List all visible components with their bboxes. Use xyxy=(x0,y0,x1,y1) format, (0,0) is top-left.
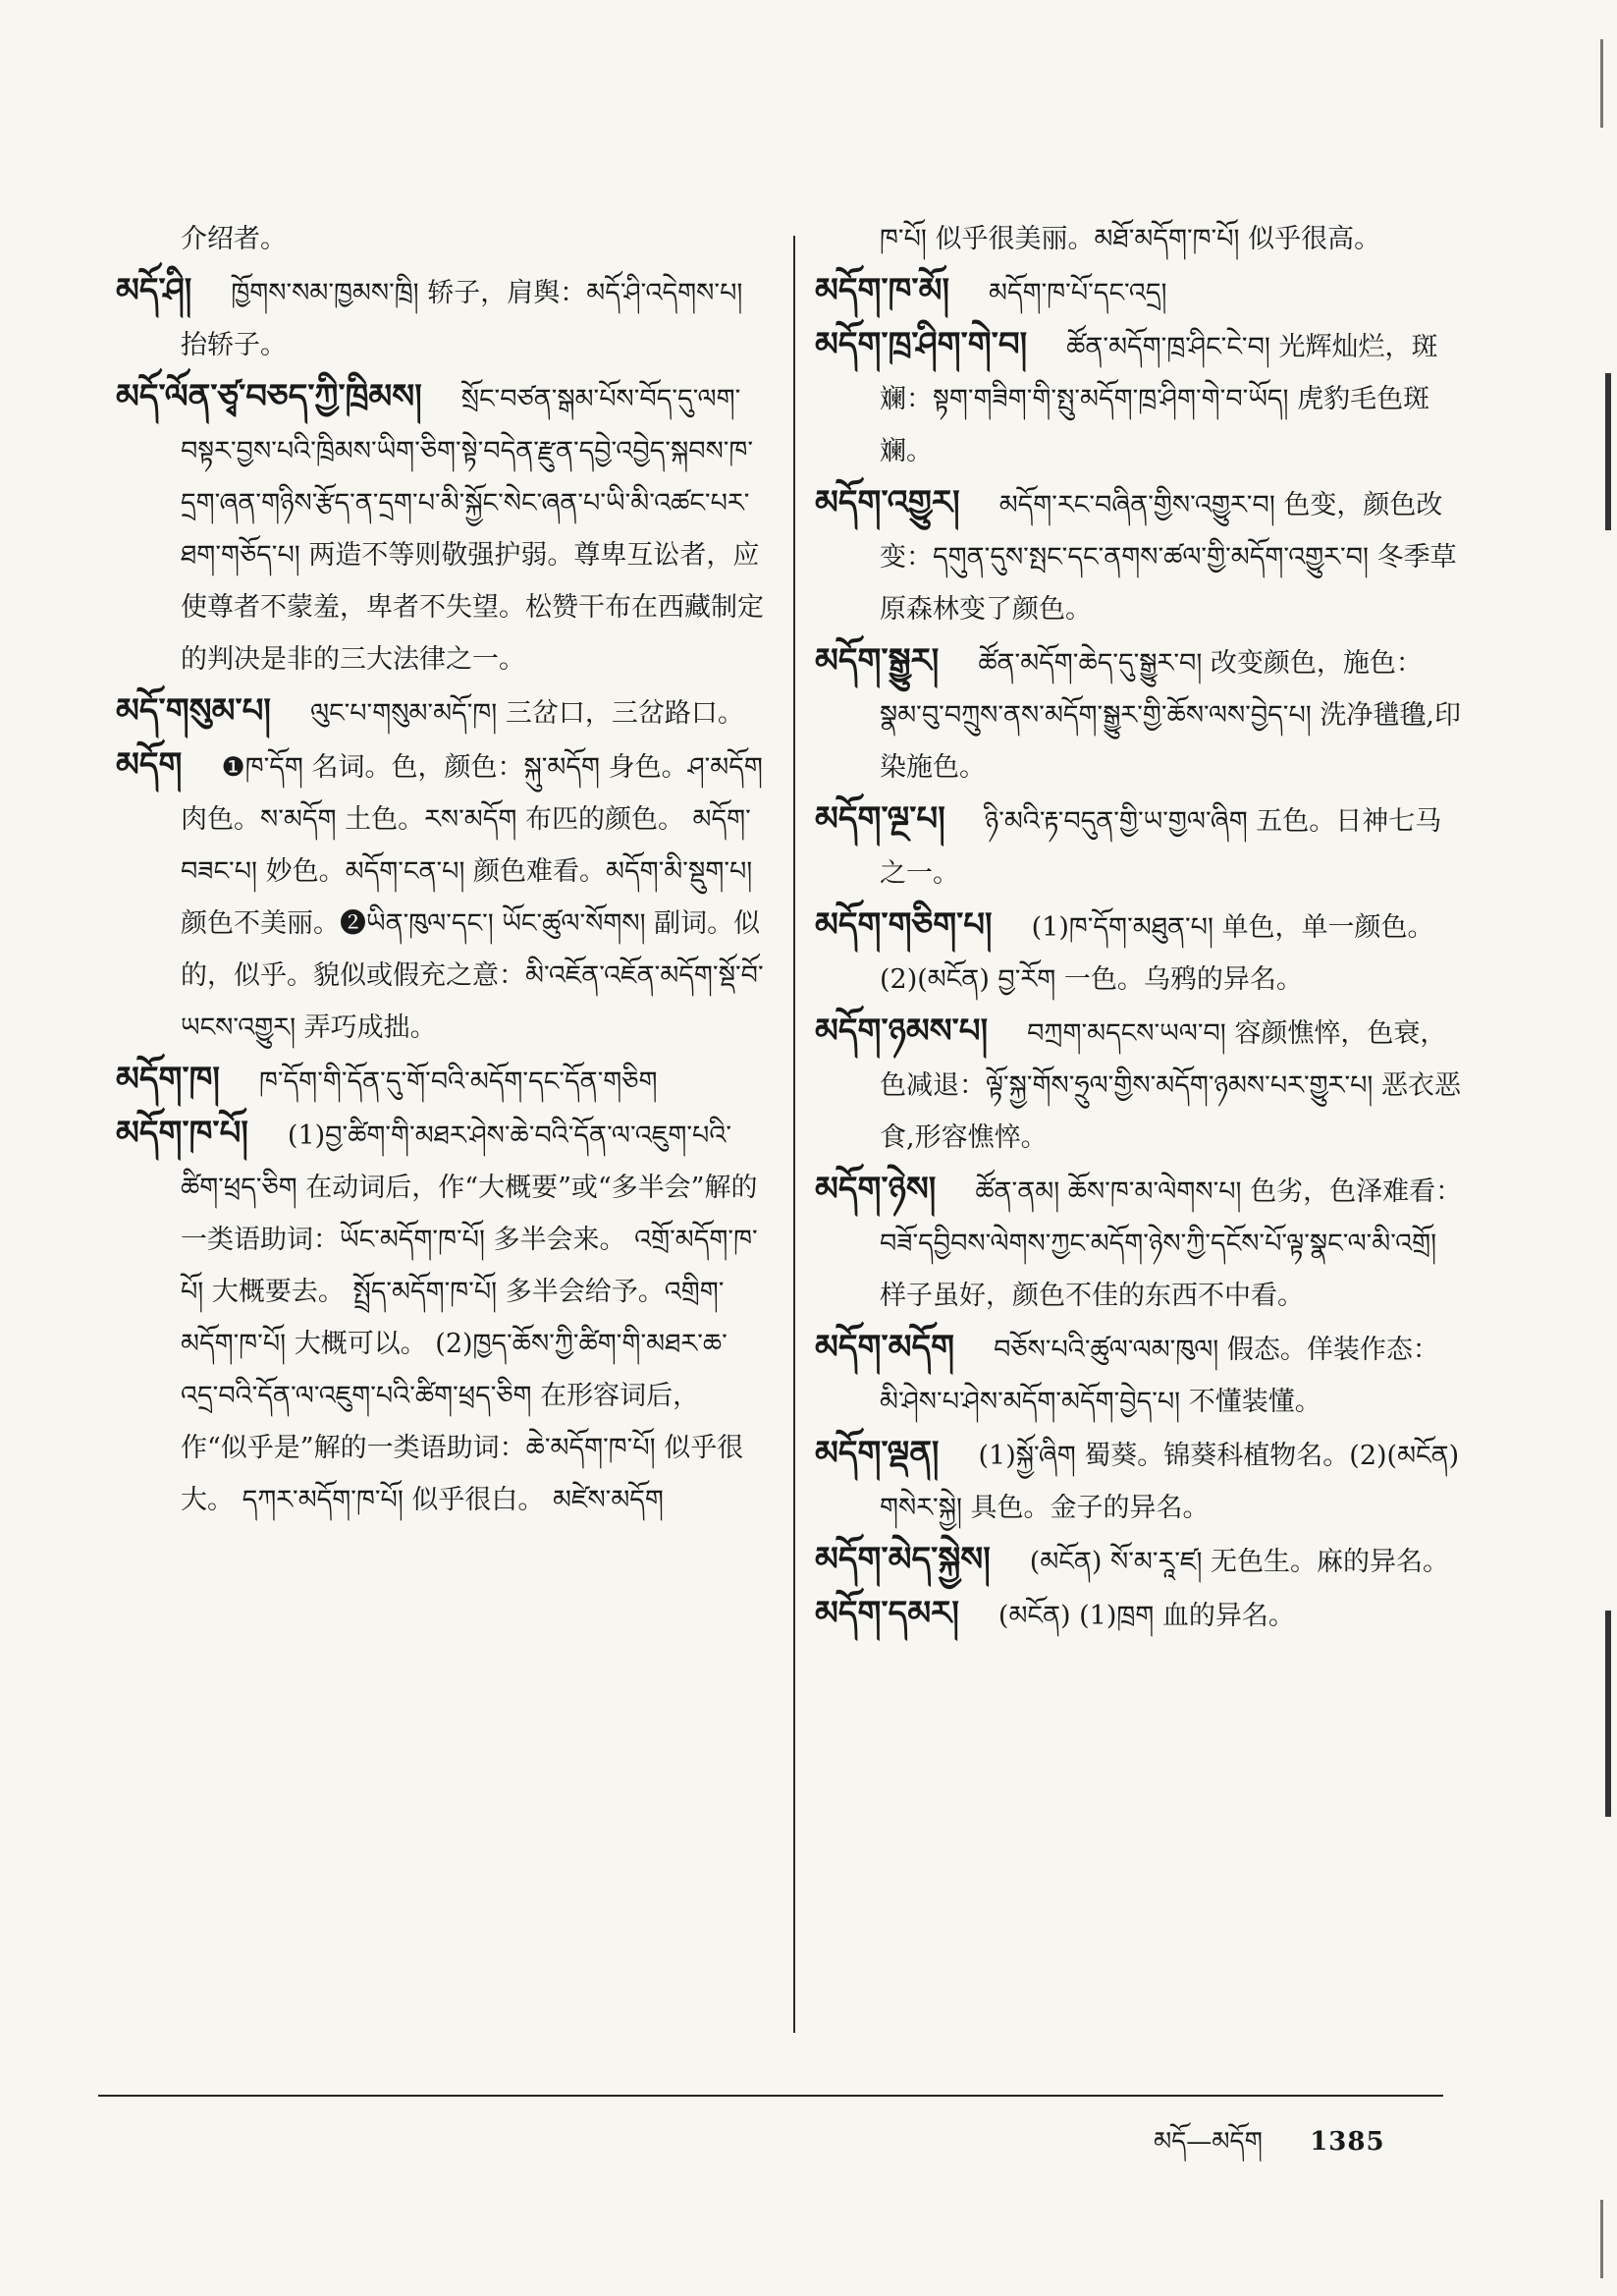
page-footer xyxy=(1154,2113,1385,2185)
dictionary-entry xyxy=(815,1006,1463,1164)
entry-headword: མདོག་མེད་སྐྱེས། xyxy=(815,1540,991,1579)
left-column xyxy=(116,214,764,1526)
entry-definition: ཚོན་མདོག་ཆེད་དུ་སྒྱུར་བ། 改变颜色，施色：སྣམ་བུ་བཀྲུས་ནས་མདོག་སྒྱུར་གྱི་ཆོས་ལས་བྱེད་པ། 洗净氆氇,印染施色。 xyxy=(880,648,1461,783)
entry-definition: སྲོང་བཙན་སྒམ་པོས་བོད་དུ་ལག་བསྟར་བྱས་པའི་ཁྲིམས་ཡིག་ཅིག་སྟེ་བདེན་རྫུན་དབྱེ་འབྱེད་སྐབས་ཁ་དྲག་ཞན་གཉིས་རྩོད་ན་དྲག་པ་མི་སྐྱོང་སེང་ཞན་པ་ཡི་མི་འཚང་པར་ཐག་གཅོད་པ། 两造不等则敬强护弱。尊卑互讼者，应使尊者不蒙羞，卑者不失望。松赞干布在西藏制定的判决是非的三大法律之一。 xyxy=(181,384,764,675)
dictionary-entry xyxy=(815,1322,1463,1428)
entry-headword: མདོག་ཉམས་པ། xyxy=(815,1011,989,1051)
entry-headword: མདོག་སྒྱུར། xyxy=(815,641,940,681)
entry-definition: ཉི་མའི་རྟ་བདུན་གྱི་ཡ་གྱལ་ཞིག 五色。日神七马之一。 xyxy=(880,806,1442,889)
entry-headword: མདོ་ལོན་ཙྭ་བཅད་ཀྱི་ཁྲིམས། xyxy=(116,377,422,416)
entry-headword: མདོག་ཁ། xyxy=(116,1060,220,1099)
entry-definition: (མངོན) སོ་མ་རཱ་ཛ། 无色生。麻的异名。 xyxy=(1029,1547,1450,1577)
continuation-text: ཁ་པོ། 似乎很美丽。མཐོ་མདོག་ཁ་པོ། 似乎很高。 xyxy=(880,224,1381,254)
scan-edge-mark xyxy=(1605,1611,1611,1817)
entry-definition: ❶ཁ་དོག 名词。色，颜色：སྐུ་མདོག 身色。ཤ་མདོག 肉色。ས་མདོག 土色。རས་མདོག 布匹的颜色。 མདོག་བཟང་པ། 妙色。མདོག་ངན་པ། 颜色难看。མདོག་མི་སྡུག་པ། 颜色不美丽。❷ཡིན་ཁུལ་དང་། ཡོང་ཚུལ་སོགས། 副词。似的，似乎。貌似或假充之意：མི་འཇོན་འཇོན་མདོག་སྡོ་བོ་ཡངས་འགྱུར། 弄巧成拙。 xyxy=(181,752,764,1043)
entry-definition: (1)སྐྱོ་ཞིག 蜀葵。锦葵科植物名。(2)(མངོན) གསེར་སྐྱེ། 具色。金子的异名。 xyxy=(880,1441,1460,1523)
entry-definition: (མངོན) (1)ཁྲག 血的异名。 xyxy=(997,1601,1295,1631)
dictionary-entry xyxy=(815,319,1463,477)
entry-headword: མདོག་ཁ་མོ། xyxy=(815,271,949,310)
entry-definition: བཅོས་པའི་ཚུལ་ལམ་ཁུལ། 假态。佯装作态：མི་ཤེས་པ་ཤེས་མདོག་མདོག་བྱེད་པ། 不懂装懂。 xyxy=(880,1335,1439,1417)
entry-definition: ཁ་དོག་གི་དོན་དུ་གོ་བའི་མདོག་དང་དོན་གཅིག xyxy=(258,1066,658,1097)
entry-definition: མདོག་རང་བཞིན་གྱིས་འགྱུར་བ། 色变，颜色改变：དགུན་དུས་སྤང་དང་ནགས་ཚལ་གྱི་མདོག་འགྱུར་བ། 冬季草原森林变了颜色。 xyxy=(880,490,1457,625)
dictionary-entry xyxy=(815,1588,1463,1642)
scan-edge-mark xyxy=(1600,39,1603,128)
entry-definition: (1)བྱ་ཚིག་གི་མཐར་ཤེས་ཆེ་བའི་དོན་ལ་འཇུག་པའི་ཚིག་ཕྲད་ཅིག 在动词后，作“大概要”或“多半会”解的一类语助词：ཡོང་མདོག་ཁ་པོ། 多半会来。 འགྲོ་མདོག་ཁ་པོ། 大概要去。 སྤྲོད་མདོག་ཁ་པོ། 多半会给予。འགྲིག་མདོག་ཁ་པོ། 大概可以。 (2)ཁྱད་ཆོས་ཀྱི་ཚིག་གི་མཐར་ཆ་འདྲ་བའི་དོན་ལ་འཇུག་པའི་ཚིག་ཕྲད་ཅིག 在形容词后，作“似乎是”解的一类语助词：ཆེ་མདོག་ཁ་པོ། 似乎很大。 དཀར་མདོག་ཁ་པོ། 似乎很白。 མཛེས་མདོག xyxy=(181,1121,758,1515)
entry-definition: བཀྲག་མདངས་ཡལ་བ། 容颜憔悴，色衰，色减退：ལྟོ་སྐྱ་གོས་ཧྲུལ་གྱིས་མདོག་ཉམས་པར་གྱུར་པ། 恶衣恶食,形容憔悴。 xyxy=(880,1018,1461,1153)
entry-headword: མདོག་ཁ་པོ། xyxy=(116,1114,248,1153)
dictionary-entry xyxy=(815,265,1463,319)
dictionary-entry xyxy=(815,1428,1463,1534)
footer-rule xyxy=(98,2095,1443,2097)
dictionary-entry xyxy=(815,1164,1463,1322)
entry-definition: ལུང་པ་གསུམ་མདོ་ཁ། 三岔口，三岔路口。 xyxy=(309,698,744,729)
entry-headword: མདོག་ལྡན། xyxy=(815,1434,940,1473)
entry-definition: མདོག་ཁ་པོ་དང་འདྲ། xyxy=(989,278,1167,308)
entry-headword: མདོ་གསུམ་པ། xyxy=(116,691,271,731)
entry-headword: མདོག་ལྔ་པ། xyxy=(815,799,945,839)
entry-definition: (1)ཁ་དོག་མཐུན་པ། 单色，单一颜色。(2)(མངོན) བྱ་རོག 一色。乌鸦的异名。 xyxy=(880,912,1434,995)
page-number: 1385 xyxy=(1310,2127,1385,2157)
entry-headword: མདོ་ཤི། xyxy=(116,271,192,310)
dictionary-entry xyxy=(815,793,1463,900)
entry-headword: མདོག་མདོག xyxy=(815,1328,955,1367)
dictionary-entry xyxy=(116,371,764,685)
scan-edge-mark xyxy=(1600,2200,1603,2278)
dictionary-entry xyxy=(815,477,1463,635)
entry-headword: མདོག་གཅིག་པ། xyxy=(815,905,993,945)
dictionary-entry xyxy=(815,1534,1463,1588)
footer-range: མདོ—མདོག xyxy=(1154,2127,1263,2157)
dictionary-entry xyxy=(815,900,1463,1006)
continuation-text: 介绍者。 xyxy=(181,224,287,254)
entry-headword: མདོག xyxy=(116,745,183,785)
entry-definition: ཚོན་ནམ། ཆོས་ཁ་མ་ལེགས་པ། 色劣，色泽难看：བཟོ་དབྱིབས་ལེགས་ཀྱང་མདོག་ཉེས་ཀྱི་དངོས་པོ་ལྟ་སྣང་ལ་མི་འགྲོ། 样子虽好，颜色不佳的东西不中看。 xyxy=(880,1176,1463,1311)
dictionary-entry xyxy=(815,635,1463,793)
entry-definition: ཚོན་མདོག་ཁྲ་ཤིང་ངེ་བ། 光辉灿烂，斑斓：སྟག་གཟིག་གི་སྤུ་མདོག་ཁྲ་ཤིག་གེ་བ་ཡོད། 虎豹毛色斑斓。 xyxy=(880,332,1438,466)
entry-headword: མདོག་ཁྲ་ཤིག་གེ་བ། xyxy=(815,325,1028,364)
scan-edge-mark xyxy=(1605,373,1611,530)
entry-headword: མདོག་འགྱུར། xyxy=(815,483,960,522)
dictionary-entry xyxy=(116,1108,764,1526)
column-divider xyxy=(793,236,795,2033)
entry-headword: མདོག་ཉེས། xyxy=(815,1170,937,1209)
dictionary-entry xyxy=(116,739,764,1054)
entry-definition: ཁྱོགས་སམ་ཁྱམས་ཁྲི། 轿子，肩舆：མདོ་ཤི་འདེགས་པ། 抬轿子。 xyxy=(181,278,743,360)
right-column xyxy=(815,214,1463,1642)
dictionary-entry xyxy=(116,685,764,739)
entry-headword: མདོག་དམར། xyxy=(815,1594,959,1633)
dictionary-entry xyxy=(116,265,764,371)
dictionary-entry xyxy=(116,1054,764,1108)
